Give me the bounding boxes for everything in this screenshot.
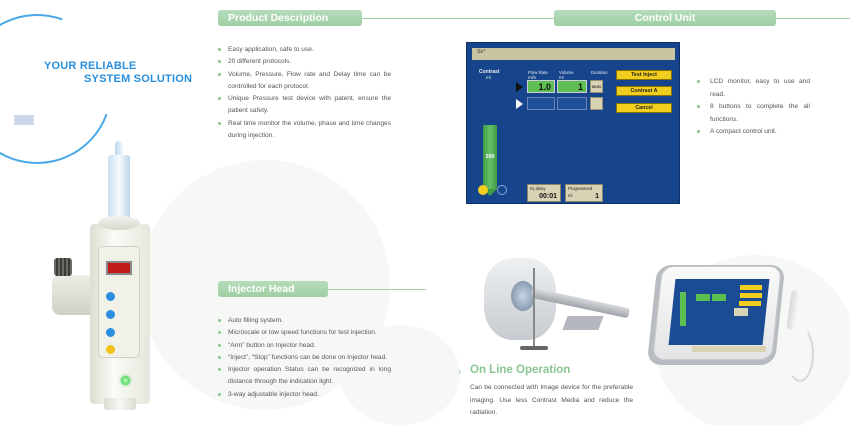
tagline-line-1: YOUR RELIABLE bbox=[44, 60, 137, 72]
programmed-box bbox=[565, 184, 603, 202]
product-description-title: Product Description bbox=[228, 12, 329, 24]
list-item: “Inject”, “Stop” functions can be done on Injector head. bbox=[217, 352, 391, 364]
online-operation-text: Can be connected with Image device for the preferable imaging. Use less Contrast Media and reduce the radiation. bbox=[470, 384, 633, 416]
list-item: Real time monitor the volume, phase and time changes during injection. bbox=[217, 118, 391, 143]
control-unit-screen bbox=[466, 42, 680, 204]
tablet-screen-field bbox=[696, 294, 710, 301]
injector-arm bbox=[52, 275, 92, 315]
phase-2-duration-field[interactable] bbox=[590, 97, 603, 110]
phase-2-flow-field[interactable] bbox=[527, 97, 555, 110]
status-light-icon bbox=[478, 185, 488, 195]
heading-rule bbox=[776, 18, 850, 19]
head-button[interactable] bbox=[106, 328, 115, 337]
tablet-screen-button bbox=[740, 285, 762, 290]
injector-stand bbox=[533, 268, 535, 348]
product-description-heading bbox=[218, 10, 362, 26]
adjustment-knob bbox=[54, 258, 72, 276]
heading-rule bbox=[328, 289, 426, 290]
injector-head-heading bbox=[218, 281, 328, 297]
injector-head-base bbox=[104, 398, 136, 410]
contrast-a-button[interactable]: Contrast A bbox=[616, 86, 672, 96]
cancel-button[interactable]: Cancel bbox=[616, 103, 672, 113]
injector-head-title: Injector Head bbox=[228, 283, 295, 295]
control-unit-list bbox=[694, 76, 810, 139]
contrast-value: 260 bbox=[485, 154, 495, 160]
chevron-right-icon: › bbox=[458, 366, 461, 376]
syringe-collar bbox=[98, 216, 140, 230]
duration-field[interactable] bbox=[590, 80, 603, 93]
list-item: 20 different protocols. bbox=[217, 56, 391, 68]
list-item: Unique Pressure test device with patent, ensure the patient safety. bbox=[217, 93, 391, 118]
tablet-button-row bbox=[692, 346, 766, 352]
inj-delay-value: 00:01 bbox=[539, 193, 557, 200]
led-display bbox=[106, 261, 132, 275]
volume-value: 1 bbox=[577, 82, 583, 92]
phase-2-volume-field[interactable] bbox=[557, 97, 587, 110]
list-item: Auto filling system. bbox=[217, 315, 391, 327]
screen-top-bar bbox=[472, 48, 675, 60]
tablet-screen-button bbox=[740, 293, 762, 298]
flow-rate-unit: ml/s bbox=[528, 75, 537, 80]
injector-stand-foot bbox=[520, 346, 548, 350]
tagline bbox=[44, 60, 192, 86]
tablet-screen-field bbox=[712, 294, 726, 301]
list-item: Volume, Pressure, Flow rate and Delay time can be controlled for each protocol. bbox=[217, 69, 391, 94]
phase-arrow-icon bbox=[516, 99, 523, 109]
list-item: 8 buttons to complete the all functions. bbox=[694, 101, 810, 126]
test-inject-button[interactable]: Test Inject bbox=[616, 70, 672, 80]
head-button[interactable] bbox=[106, 292, 115, 301]
volume-unit: ml bbox=[559, 75, 564, 80]
tablet-screen-box bbox=[734, 308, 748, 316]
tablet-screen-tube bbox=[680, 292, 686, 326]
list-item: A compact control unit. bbox=[694, 126, 810, 139]
screen-top-label: Sc° bbox=[477, 49, 486, 55]
tagline-line-2: SYSTEM SOLUTION bbox=[84, 73, 193, 85]
online-operation-title: On Line Operation bbox=[470, 364, 571, 376]
list-item: “Arm” button on Injector head. bbox=[217, 340, 391, 352]
injector-head-list bbox=[217, 315, 391, 401]
status-indicator-light bbox=[121, 376, 130, 385]
control-unit-title: Control Unit bbox=[634, 12, 696, 24]
flow-rate-value: 1.0 bbox=[538, 82, 551, 92]
arm-button[interactable] bbox=[106, 345, 115, 354]
duration-value: 00:01 bbox=[591, 85, 601, 89]
programmed-value: 1 bbox=[595, 193, 599, 200]
programmed-label: Programmed bbox=[568, 186, 593, 191]
ct-table-base bbox=[562, 316, 603, 330]
heading-rule bbox=[425, 18, 555, 19]
head-button[interactable] bbox=[106, 310, 115, 319]
list-item: Injector operation Status can be recognized in long distance through the indication light. bbox=[217, 364, 391, 389]
tablet-screen-button bbox=[739, 301, 761, 306]
clock-icon bbox=[497, 185, 507, 195]
control-unit-heading bbox=[554, 10, 776, 26]
duration-label: Duration bbox=[591, 70, 608, 75]
list-item: LCD monitor, easy to use and read. bbox=[694, 76, 810, 101]
phase-arrow-icon bbox=[516, 82, 523, 92]
flow-rate-label: Flow Rate bbox=[528, 70, 548, 75]
list-item: Microscale or low speed functions for test injection. bbox=[217, 327, 391, 339]
product-description-list bbox=[217, 44, 391, 142]
handswitch-cord bbox=[786, 326, 814, 382]
volume-label: Volume bbox=[559, 70, 574, 75]
contrast-unit: ml bbox=[486, 75, 491, 80]
tube-cap bbox=[14, 115, 34, 125]
list-item: Easy application, safe to use. bbox=[217, 44, 391, 56]
contrast-label: Contrast bbox=[479, 69, 500, 75]
volume-field[interactable] bbox=[557, 80, 587, 93]
list-item: 3-way adjustable injector head. bbox=[217, 389, 391, 401]
inj-delay-box bbox=[527, 184, 561, 202]
inj-delay-label: Inj delay bbox=[530, 186, 546, 191]
programmed-unit: ml bbox=[568, 193, 573, 198]
flow-rate-field[interactable] bbox=[527, 80, 555, 93]
heading-rule bbox=[362, 18, 426, 19]
